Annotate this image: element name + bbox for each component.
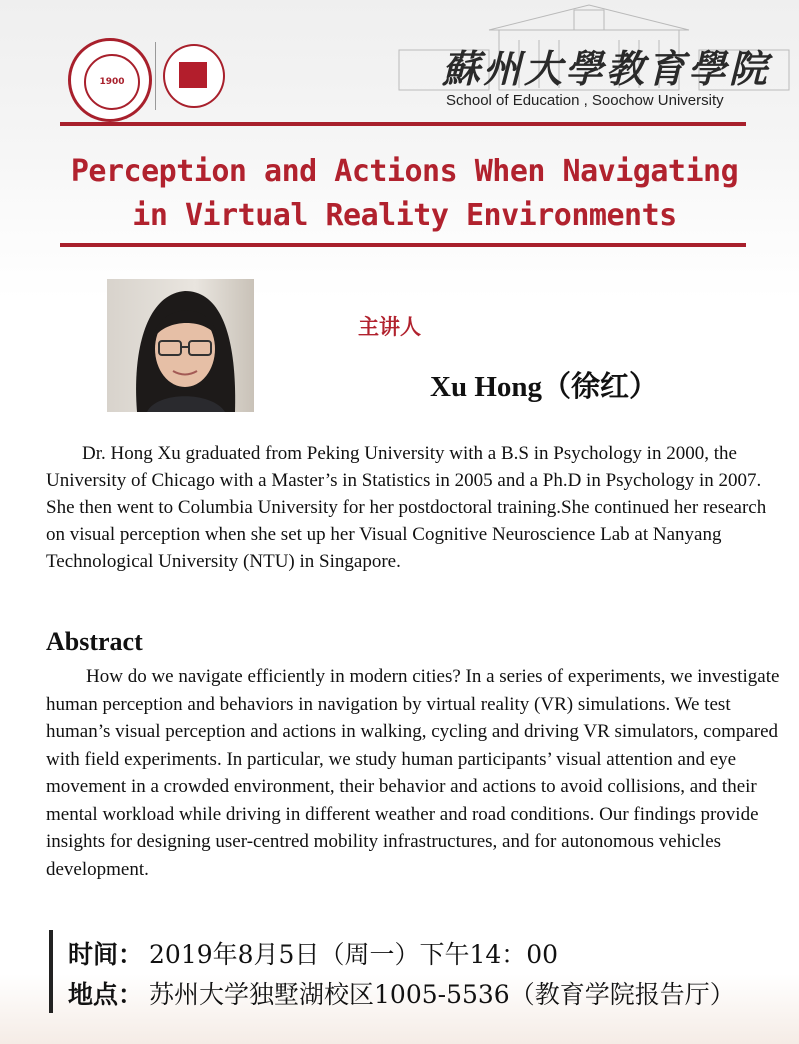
speaker-label: 主讲人 — [358, 315, 421, 339]
abstract-text: How do we navigate efficiently in modern cities? In a series of experiments, we investigate human perception and behaviors in navigation by virtual reality (VR) simulations. We test human’s visual perception and actions in walking, cycling and driving VR simulators, compared with field experiments. In particular, we study human participants’ visual attention and eye movement in a crowded environment, their behavior and actions to avoid collisions, and their mental workload while driving in different weather and road conditions. Our findings provide insights for designing user-centred mobility infrastructures, and for autonomous vehicles development. — [46, 666, 780, 880]
speaker-photo — [107, 279, 254, 412]
top-divider — [60, 122, 746, 126]
place-value: 苏州大学独墅湖校区1005-5536（教育学院报告厅） — [149, 980, 735, 1009]
abstract-heading: Abstract — [46, 627, 143, 656]
speaker-name: Xu Hong（徐红） — [430, 371, 659, 403]
speaker-bio: Dr. Hong Xu graduated from Peking University with a B.S in Psychology in 2000, the University of Chicago with a Master’s in Statistics in 2005 and a Ph.D in Psychology in 2007. She then went to Columbia University for her postdoctoral training.She continued her research on visual perception when she set up her Visual Cognitive Neuroscience Lab at Nanyang Technological University (NTU) in Singapore. — [46, 443, 767, 572]
school-name-chinese: 蘇州大學教育學院 — [442, 46, 771, 91]
title-line-2: in Virtual Reality Environments — [132, 198, 677, 233]
event-location — [68, 975, 735, 1011]
info-accent-bar — [49, 930, 53, 1013]
bottom-divider — [60, 243, 746, 247]
school-of-education-logo — [163, 44, 225, 108]
time-value: 2019年8月5日（周一）下午14：00 — [149, 940, 559, 969]
speaker-portrait-icon — [107, 279, 254, 412]
logo-divider — [155, 42, 156, 110]
time-label: 时间： — [68, 940, 144, 969]
place-label: 地点： — [68, 980, 144, 1009]
title-line-1: Perception and Actions When Navigating — [70, 154, 739, 189]
event-time — [68, 935, 558, 971]
soochow-university-logo: 1900 — [68, 38, 152, 122]
school-name-english: School of Education , Soochow University — [446, 92, 724, 109]
lecture-title — [40, 150, 769, 238]
